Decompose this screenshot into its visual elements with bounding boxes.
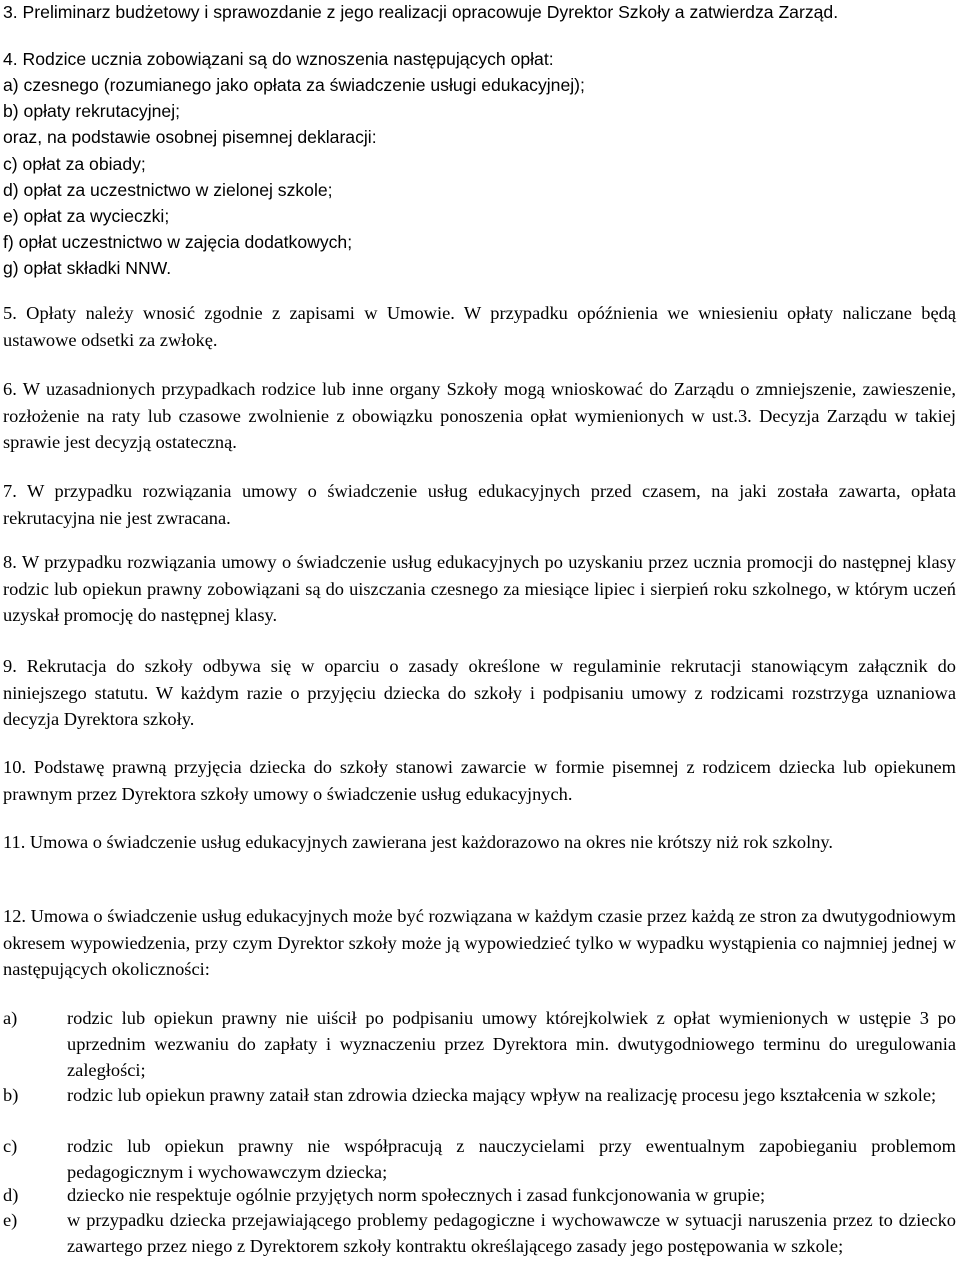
paragraph-4-intro: 4. Rodzice ucznia zobowiązani są do wznoszenia następujących opłat: (3, 49, 554, 69)
paragraph-6: 6. W uzasadnionych przypadkach rodzice lub inne organy Szkoły mogą wnioskować do Zarządu o zmniejszenie, zawieszenie, rozłożenie na raty lub czasowe zwolnienie z obowiązku ponoszenia opłat wymienionych w ust.3. Decyzja Zarządu w takiej sprawie jest decyzją ostateczną. (3, 379, 956, 452)
paragraph-4-oraz: oraz, na podstawie osobnej pisemnej deklaracji: (3, 127, 377, 147)
list-letter: d) (3, 1185, 19, 1205)
paragraph-4-item-g: g) opłat składki NNW. (3, 258, 172, 278)
list-letter: b) (3, 1085, 19, 1105)
list-letter: a) (3, 1008, 18, 1028)
list-item-a (3, 1005, 956, 1083)
paragraph-8: 8. W przypadku rozwiązania umowy o świadczenie usług edukacyjnych po uzyskaniu przez ucznia promocji do następnej klasy rodzic lub opiekun prawny zobowiązani są do uiszczania czesnego za miesiące lipiec i sierpień roku szkolnego, w którym uczeń uzyskał promocję do następnej klasy. (3, 552, 956, 625)
paragraph-4-item-e: e) opłat za wycieczki; (3, 206, 170, 226)
paragraph-7: 7. W przypadku rozwiązania umowy o świadczenie usług edukacyjnych przed czasem, na jaki została zawarta, opłata rekrutacyjna nie jest zwracana. (3, 481, 956, 528)
list-letter: e) (3, 1210, 18, 1230)
paragraph-4-item-d: d) opłat za uczestnictwo w zielonej szkole; (3, 180, 333, 200)
list-text: rodzic lub opiekun prawny nie współpracują z nauczycielami przy ewentualnym zapobieganiu problemom pedagogicznym i wychowawczym dziecka; (67, 1136, 956, 1182)
paragraph-11: 11. Umowa o świadczenie usług edukacyjnych zawierana jest każdorazowo na okres nie krótszy niż rok szkolny. (3, 832, 834, 852)
paragraph-4-item-b: b) opłaty rekrutacyjnej; (3, 101, 180, 121)
paragraph-12-intro: 12. Umowa o świadczenie usług edukacyjnych może być rozwiązana w każdym czasie przez każdą ze stron za dwutygodniowym okresem wypowiedzenia, przy czym Dyrektor szkoły może ją wypowiedzieć tylko w wypadku wystąpienia co najmniej jednej w następujących okoliczności: (3, 906, 956, 979)
paragraph-5: 5. Opłaty należy wnosić zgodnie z zapisami w Umowie. W przypadku opóźnienia we wniesieniu opłaty naliczane będą ustawowe odsetki za zwłokę. (3, 303, 956, 350)
list-letter: c) (3, 1136, 18, 1156)
list-item-e (3, 1207, 956, 1259)
list-item-c (3, 1133, 956, 1185)
list-item-b (3, 1082, 956, 1108)
list-text: rodzic lub opiekun prawny nie uiścił po podpisaniu umowy którejkolwiek z opłat wymienionych w ustępie 3 po uprzednim wezwaniu do zapłaty i wyznaczeniu przez Dyrektora min. dwutygodniowego terminu do uregulowania zaległości; (67, 1008, 956, 1080)
paragraph-10: 10. Podstawę prawną przyjęcia dziecka do szkoły stanowi zawarcie w formie pisemnej z rodzicem dziecka lub opiekunem prawnym przez Dyrektora szkoły umowy o świadczenie usług edukacyjnych. (3, 757, 956, 804)
paragraph-4-item-f: f) opłat uczestnictwo w zajęcia dodatkowych; (3, 232, 353, 252)
list-text: w przypadku dziecka przejawiającego problemy pedagogiczne i wychowawcze w sytuacji naruszenia przez to dziecko zawartego przez niego z Dyrektorem szkoły kontraktu określającego zasady jego postępowania w szkole; (67, 1210, 956, 1256)
paragraph-4-item-c: c) opłat za obiady; (3, 154, 146, 174)
paragraph-3: 3. Preliminarz budżetowy i sprawozdanie z jego realizacji opracowuje Dyrektor Szkoły a zatwierdza Zarząd. (3, 2, 839, 22)
list-text: rodzic lub opiekun prawny zataił stan zdrowia dziecka mający wpływ na realizację procesu jego kształcenia w szkole; (67, 1085, 937, 1105)
paragraph-4-item-a: a) czesnego (rozumianego jako opłata za świadczenie usługi edukacyjnej); (3, 75, 585, 95)
paragraph-9: 9. Rekrutacja do szkoły odbywa się w oparciu o zasady określone w regulaminie rekrutacji stanowiącym załącznik do niniejszego statutu. W każdym razie o przyjęciu dziecka do szkoły i podpisaniu umowy z rodzicami rozstrzyga uznaniowa decyzja Dyrektora szkoły. (3, 656, 956, 729)
list-text: dziecko nie respektuje ogólnie przyjętych norm społecznych i zasad funkcjonowania w grupie; (67, 1185, 766, 1205)
list-item-d (3, 1182, 956, 1208)
